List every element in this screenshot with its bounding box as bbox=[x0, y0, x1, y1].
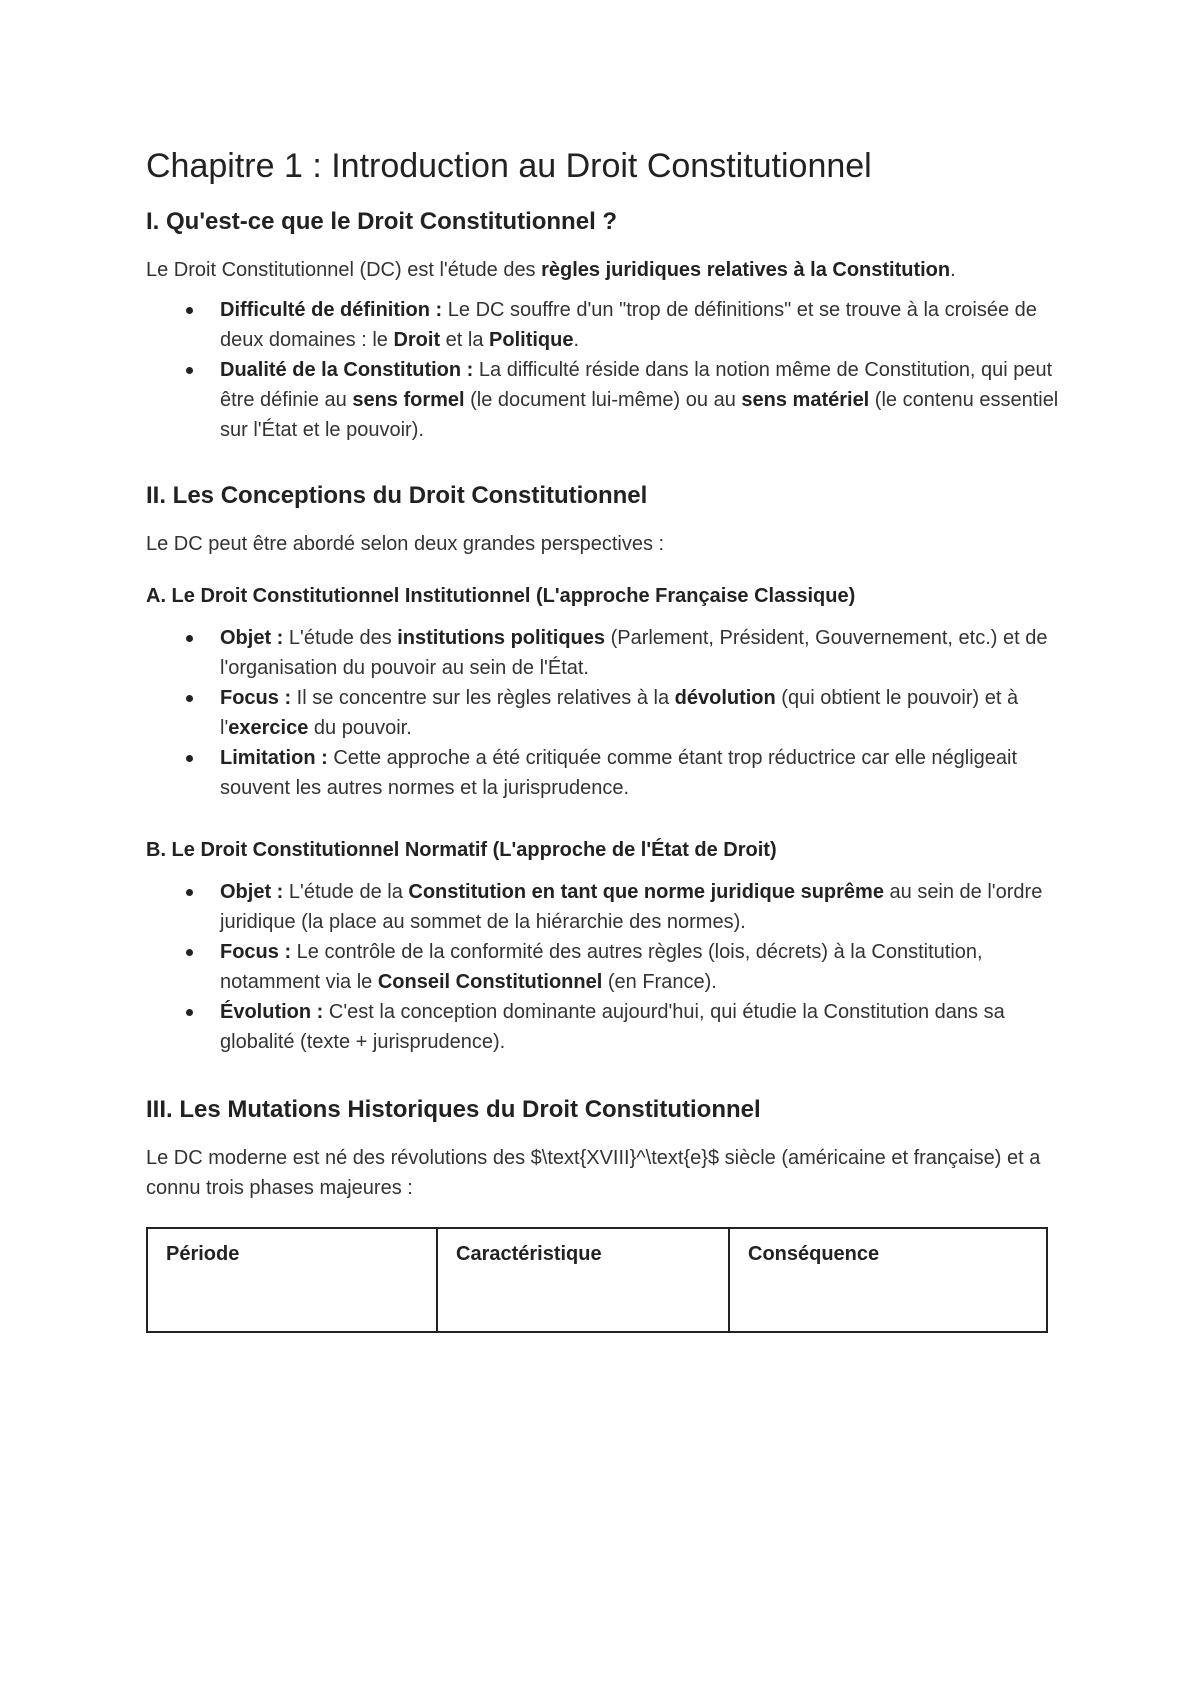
subsection-b-heading: B. Le Droit Constitutionnel Normatif (L'approche de l'État de Droit) bbox=[146, 839, 777, 861]
list-item: Focus : Il se concentre sur les règles relatives à la dévolution (qui obtient le pouvoir) et à l'exercice du pouvoir. bbox=[146, 683, 1066, 743]
list-item: Difficulté de définition : Le DC souffre d'un "trop de définitions" et se trouve à la croisée de deux domaines : le Droit et la Politique. bbox=[146, 295, 1066, 355]
bullet-icon bbox=[186, 635, 193, 642]
list-item: Objet : L'étude de la Constitution en tant que norme juridique suprême au sein de l'ordre juridique (la place au sommet de la hiérarchie des normes). bbox=[146, 877, 1066, 937]
subsection-a-list bbox=[146, 623, 1066, 803]
list-item: Focus : Le contrôle de la conformité des autres règles (lois, décrets) à la Constitution, notamment via le Conseil Constitutionnel (en France). bbox=[146, 937, 1066, 997]
list-item: Dualité de la Constitution : La difficulté réside dans la notion même de Constitution, qui peut être définie au sens formel (le document lui-même) ou au sens matériel (le contenu essentiel sur l'État et le pouvoir). bbox=[146, 355, 1066, 445]
section-1-intro: Le Droit Constitutionnel (DC) est l'étude des règles juridiques relatives à la Constitution. bbox=[146, 259, 956, 281]
bullet-icon bbox=[186, 367, 193, 374]
subsection-a-heading: A. Le Droit Constitutionnel Institutionnel (L'approche Française Classique) bbox=[146, 585, 856, 607]
subsection-b-list bbox=[146, 877, 1066, 1057]
bullet-icon bbox=[186, 755, 193, 762]
document-content bbox=[146, 145, 1066, 1333]
section-1-list bbox=[146, 295, 1066, 445]
bullet-icon bbox=[186, 949, 193, 956]
table-header-periode: Période bbox=[147, 1228, 437, 1332]
table-row bbox=[147, 1228, 1047, 1332]
chapter-title: Chapitre 1 : Introduction au Droit Constitutionnel bbox=[146, 147, 872, 185]
section-3-heading: III. Les Mutations Historiques du Droit Constitutionnel bbox=[146, 1096, 761, 1123]
phases-table bbox=[146, 1227, 1048, 1333]
bullet-icon bbox=[186, 307, 193, 314]
section-2-intro: Le DC peut être abordé selon deux grandes perspectives : bbox=[146, 533, 665, 555]
section-1-heading: I. Qu'est-ce que le Droit Constitutionnel ? bbox=[146, 208, 618, 235]
bullet-icon bbox=[186, 889, 193, 896]
bullet-icon bbox=[186, 695, 193, 702]
list-item: Objet : L'étude des institutions politiques (Parlement, Président, Gouvernement, etc.) et de l'organisation du pouvoir au sein de l'État. bbox=[146, 623, 1066, 683]
table-header-consequence: Conséquence bbox=[729, 1228, 1047, 1332]
list-item: Limitation : Cette approche a été critiquée comme étant trop réductrice car elle négligeait souvent les autres normes et la jurisprudence. bbox=[146, 743, 1066, 803]
section-3-intro: Le DC moderne est né des révolutions des $\text{XVIII}^\text{e}$ siècle (américaine et française) et a connu trois phases majeures : bbox=[146, 1147, 1041, 1199]
table-header-caracteristique: Caractéristique bbox=[437, 1228, 729, 1332]
bullet-icon bbox=[186, 1009, 193, 1016]
list-item: Évolution : C'est la conception dominante aujourd'hui, qui étudie la Constitution dans sa globalité (texte + jurisprudence). bbox=[146, 997, 1066, 1057]
section-2-heading: II. Les Conceptions du Droit Constitutionnel bbox=[146, 482, 648, 509]
